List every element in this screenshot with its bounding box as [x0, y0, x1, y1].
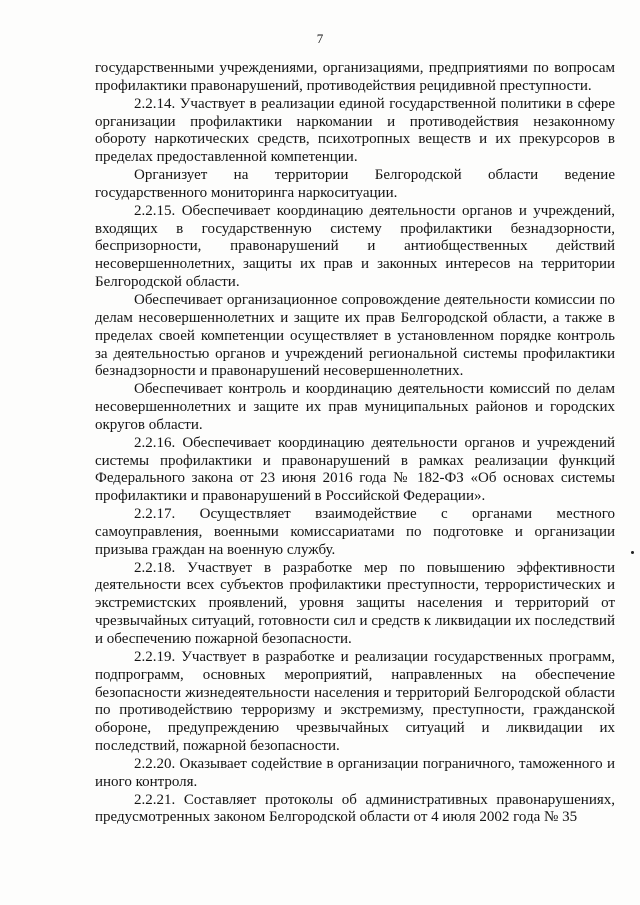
paragraph-2-2-21: 2.2.21. Составляет протоколы об административных правонарушениях, предусмотренных законом Белгородской области от 4 июля 2002 года № 35 — [95, 791, 615, 826]
page-number: 7 — [316, 31, 324, 46]
paragraph-2-2-15: 2.2.15. Обеспечивает координацию деятельности органов и учреждений, входящих в государственную систему профилактики безнадзорности, беспризорности, правонарушений и антиобщественных действий несовершеннолетних, защиты их прав и законных интересов на территории Белгородской области. — [95, 202, 615, 291]
paragraph-2-2-19: 2.2.19. Участвует в разработке и реализации государственных программ, подпрограмм, основных мероприятий, направленных на обеспечение безопасности жизнедеятельности населения и территорий Белгородской области по противодействию терроризму и экстремизму, преступности, гражданской обороне, предупреждению чрезвычайных ситуаций и ликвидации их последствий, пожарной безопасности. — [95, 648, 615, 755]
scan-dot-mark — [631, 551, 634, 554]
paragraph-commission-control: Обеспечивает контроль и координацию деятельности комиссий по делам несовершеннолетних и защите их прав муниципальных районов и городских округов области. — [95, 381, 615, 433]
paragraph-monitoring: Организует на территории Белгородской области ведение государственного мониторинга наркоситуации. — [95, 167, 615, 201]
paragraph-1: государственными учреждениями, организациями, предприятиями по вопросам профилактики правонарушений, противодействия рецидивной преступности. — [95, 60, 615, 94]
paragraph-2-2-20: 2.2.20. Оказывает содействие в организации пограничного, таможенного и иного контроля. — [95, 755, 615, 790]
paragraph-2-2-16: 2.2.16. Обеспечивает координацию деятельности органов и учреждений системы профилактики и правонарушений в рамках реализации функций Федерального закона от 23 июня 2016 года № 182-ФЗ «Об основах системы профилактики и правонарушений в Российской Федерации». — [95, 434, 615, 505]
paragraph-2-2-14: 2.2.14. Участвует в реализации единой государственной политики в сфере организации профилактики наркомании и противодействия незаконному обороту наркотических средств, психотропных веществ и их прекурсоров в пределах предоставленной компетенции. — [95, 95, 615, 166]
document-body — [95, 60, 615, 827]
paragraph-commission-support: Обеспечивает организационное сопровождение деятельности комиссии по делам несовершеннолетних и защите их прав Белгородской области, а также в пределах своей компетенции осуществляет в установленном порядке контроль за деятельностью органов и учреждений региональной системы профилактики безнадзорности и правонарушений несовершеннолетних. — [95, 291, 615, 380]
paragraph-2-2-18: 2.2.18. Участвует в разработке мер по повышению эффективности деятельности всех субъектов профилактики преступности, террористических и экстремистских проявлений, уровня защиты населения и территорий от чрезвычайных ситуаций, готовности сил и средств к ликвидации их последствий и обеспечению пожарной безопасности. — [95, 559, 615, 647]
paragraph-2-2-17: 2.2.17. Осуществляет взаимодействие с органами местного самоуправления, военными комиссариатами по подготовке и организации призыва граждан на военную службу. — [95, 506, 615, 558]
